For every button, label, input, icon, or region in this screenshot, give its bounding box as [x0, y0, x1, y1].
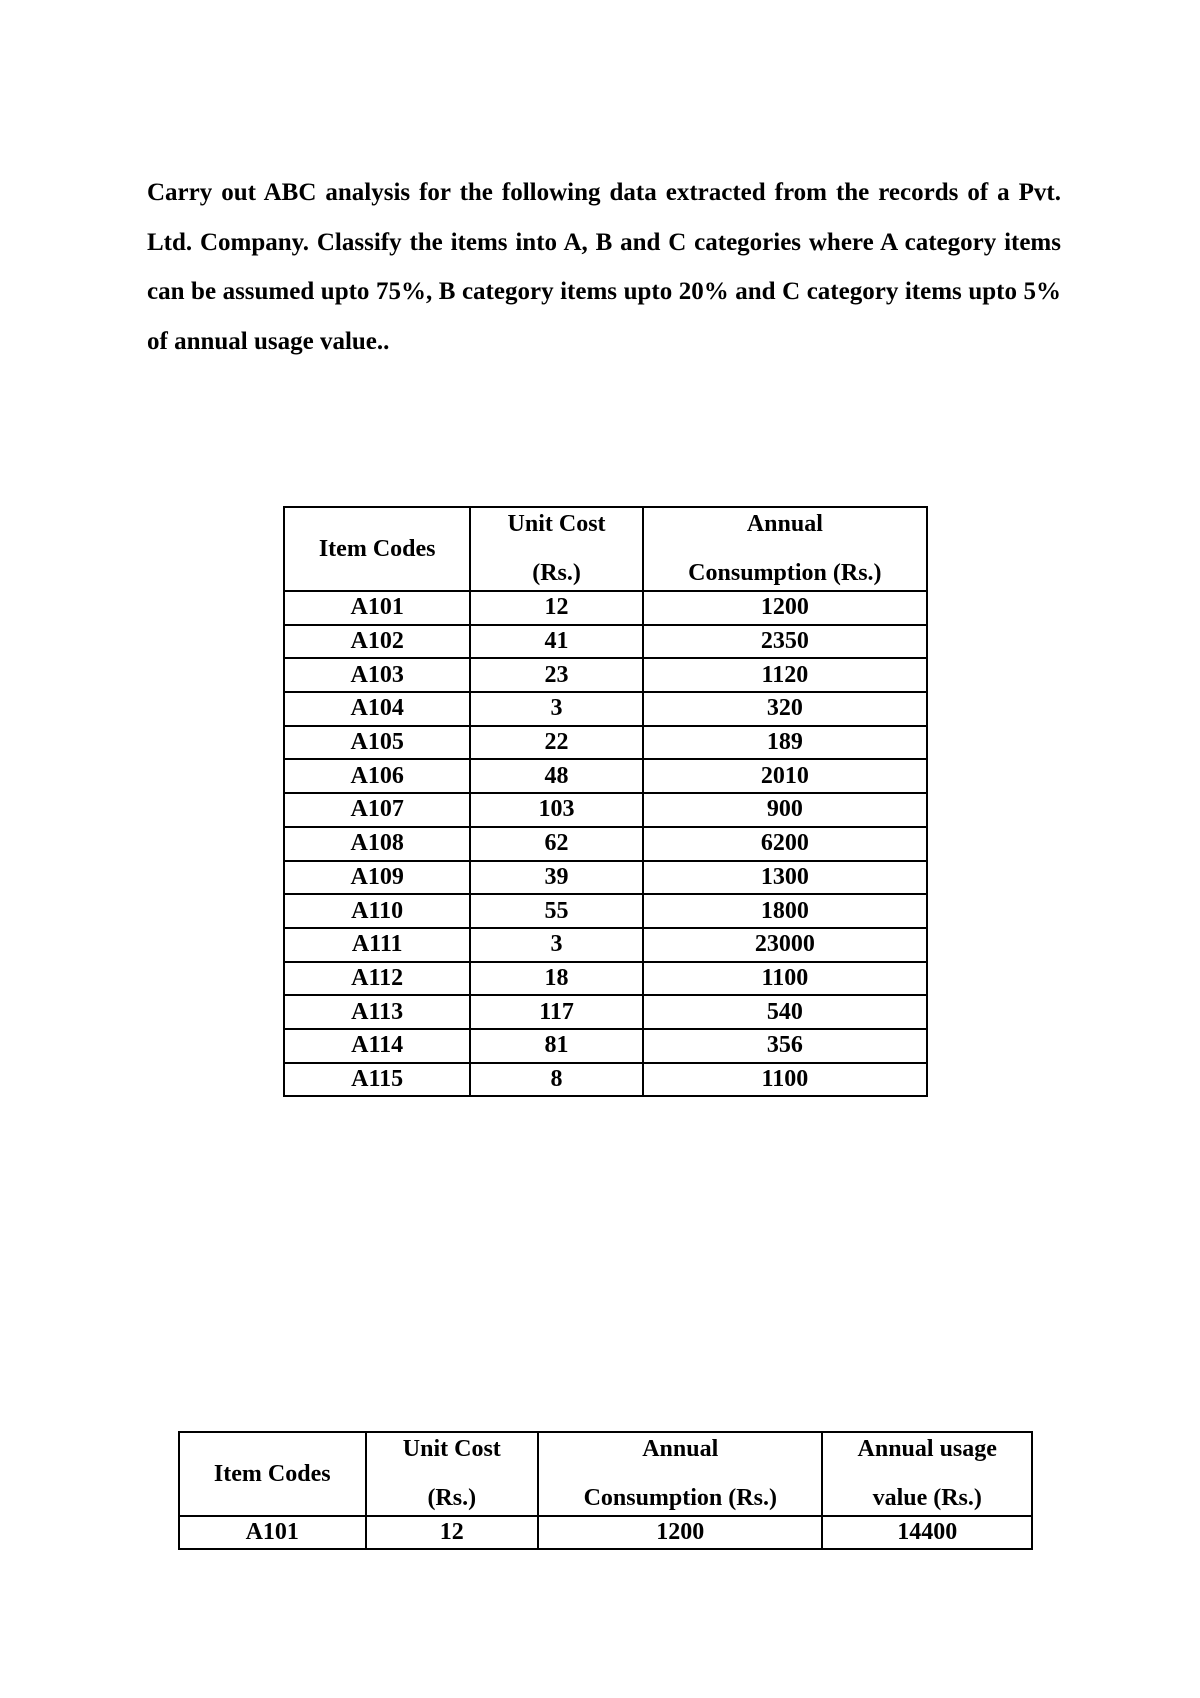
unit-cost-cell: 55 [470, 894, 642, 928]
annual-consumption-cell: 1800 [643, 894, 927, 928]
annual-consumption-cell: 356 [643, 1029, 927, 1063]
annual-usage-value-cell: 14400 [822, 1516, 1032, 1549]
header-annual-line2: Consumption (Rs.) [583, 1485, 777, 1511]
unit-cost-cell: 12 [366, 1516, 539, 1549]
unit-cost-cell: 41 [470, 625, 642, 659]
item-code-cell: A106 [284, 759, 470, 793]
table-row [284, 1029, 927, 1063]
unit-cost-cell: 23 [470, 658, 642, 692]
annual-consumption-cell: 6200 [643, 827, 927, 861]
table-row [284, 591, 927, 625]
item-code-cell: A114 [284, 1029, 470, 1063]
unit-cost-cell: 39 [470, 861, 642, 895]
item-code-cell: A105 [284, 726, 470, 760]
unit-cost-cell: 18 [470, 962, 642, 996]
table-row [284, 827, 927, 861]
annual-consumption-cell: 900 [643, 793, 927, 827]
unit-cost-cell: 48 [470, 759, 642, 793]
header-unit-cost-line1: Unit Cost [507, 511, 606, 537]
annual-consumption-cell: 2010 [643, 759, 927, 793]
header-annual-consumption [538, 1432, 822, 1516]
table-row [284, 894, 927, 928]
unit-cost-cell: 22 [470, 726, 642, 760]
header-unit-cost-line1: Unit Cost [402, 1436, 501, 1462]
table-row [284, 793, 927, 827]
annual-consumption-cell: 540 [643, 995, 927, 1029]
item-data-table [283, 506, 928, 1097]
table-row [179, 1516, 1032, 1549]
annual-consumption-cell: 320 [643, 692, 927, 726]
unit-cost-cell: 3 [470, 928, 642, 962]
table-row [284, 1063, 927, 1097]
header-unit-cost-line2: (Rs.) [532, 560, 581, 586]
header-usage-line2: value (Rs.) [872, 1485, 982, 1511]
unit-cost-cell: 103 [470, 793, 642, 827]
header-unit-cost-line2: (Rs.) [427, 1485, 477, 1511]
table-header-row [179, 1432, 1032, 1516]
table-header-row [284, 507, 927, 591]
header-annual-consumption [643, 507, 927, 591]
annual-usage-table [178, 1431, 1033, 1550]
item-code-cell: A101 [179, 1516, 366, 1549]
annual-consumption-cell: 1100 [643, 962, 927, 996]
header-annual-line2: Consumption (Rs.) [688, 560, 882, 586]
item-code-cell: A102 [284, 625, 470, 659]
header-unit-cost [470, 507, 642, 591]
annual-consumption-cell: 1200 [643, 591, 927, 625]
table-row [284, 625, 927, 659]
table-row [284, 928, 927, 962]
header-usage-line1: Annual usage [857, 1436, 997, 1462]
header-item-codes: Item Codes [179, 1432, 366, 1516]
item-code-cell: A111 [284, 928, 470, 962]
item-code-cell: A109 [284, 861, 470, 895]
table-row [284, 861, 927, 895]
table-row [284, 962, 927, 996]
unit-cost-cell: 81 [470, 1029, 642, 1063]
problem-statement: Carry out ABC analysis for the following data extracted from the records of a Pvt. Ltd. Company. Classify the items into A, B and C categories where A category items can be assumed upto 75%, B category items upto 20% and C category items upto 5% of annual usage value.. [147, 179, 1061, 355]
table-row [284, 995, 927, 1029]
table-row [284, 726, 927, 760]
table-row [284, 759, 927, 793]
item-code-cell: A112 [284, 962, 470, 996]
item-code-cell: A115 [284, 1063, 470, 1097]
item-code-cell: A113 [284, 995, 470, 1029]
item-code-cell: A108 [284, 827, 470, 861]
header-unit-cost [366, 1432, 539, 1516]
item-code-cell: A101 [284, 591, 470, 625]
item-code-cell: A104 [284, 692, 470, 726]
item-code-cell: A103 [284, 658, 470, 692]
header-item-codes: Item Codes [284, 507, 470, 591]
header-annual-usage-value [822, 1432, 1032, 1516]
item-code-cell: A107 [284, 793, 470, 827]
header-annual-line1: Annual [642, 1436, 719, 1462]
header-annual-line1: Annual [746, 511, 823, 537]
unit-cost-cell: 3 [470, 692, 642, 726]
annual-consumption-cell: 1300 [643, 861, 927, 895]
unit-cost-cell: 12 [470, 591, 642, 625]
annual-consumption-cell: 23000 [643, 928, 927, 962]
annual-consumption-cell: 189 [643, 726, 927, 760]
unit-cost-cell: 8 [470, 1063, 642, 1097]
annual-consumption-cell: 1100 [643, 1063, 927, 1097]
unit-cost-cell: 117 [470, 995, 642, 1029]
item-code-cell: A110 [284, 894, 470, 928]
annual-consumption-cell: 1200 [538, 1516, 822, 1549]
table-row [284, 692, 927, 726]
table-row [284, 658, 927, 692]
annual-consumption-cell: 1120 [643, 658, 927, 692]
annual-consumption-cell: 2350 [643, 625, 927, 659]
unit-cost-cell: 62 [470, 827, 642, 861]
